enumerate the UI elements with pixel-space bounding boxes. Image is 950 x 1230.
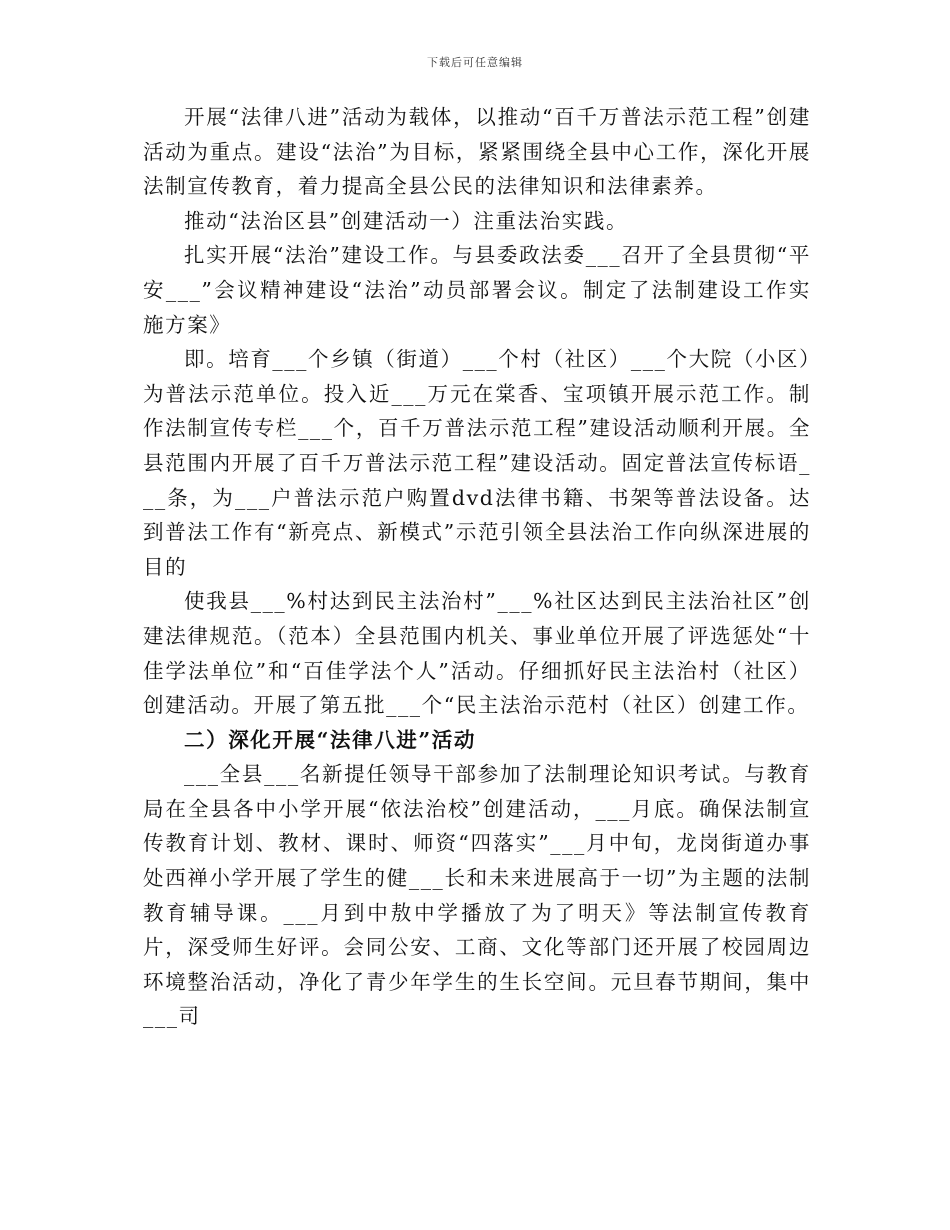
paragraph-school-activities: ___全县___名新提任领导干部参加了法制理论知识考试。与教育局在全县各中小学开展“依法治校”创建活动，___月底。确保法制宣传教育计划、教材、课时、师资“四落实”___月中旬，龙岗街道办事处西禅小学开展了学生的健___长和未来进展高于一切”为主题的法制教育辅导课。___月到中敖中学播放了为了明天》等法制宣传教育片，深受师生好评。会同公安、工商、文化等部门还开展了校园周边环境整治活动，净化了青少年学生的生长空间。元旦春节期间，集中___司 [143,762,811,1029]
paragraph-intro: 开展“法律八进”活动为载体，以推动“百千万普法示范工程”创建活动为重点。建设“法治”为目标，紧紧围绕全县中心工作，深化开展法制宣传教育，着力提高全县公民的法律知识和法律素养。 [143,105,811,199]
page-header: 下载后可任意编辑 [427,56,523,69]
paragraph-section-one-title: 推动“法治区县”创建活动一）注重法治实践。 [184,208,629,233]
document-body [143,100,811,1034]
section-heading-eight-entries: 二）深化开展“法律八进”活动 [184,727,476,752]
paragraph-demonstration-units: 即。培育___个乡镇（街道）___个村（社区）___个大院（小区）为普法示范单位。投入近___万元在棠香、宝项镇开展示范工作。制作法制宣传专栏___个，百千万普法示范工程”建设活动顺利开展。全县范围内开展了百千万普法示范工程”建设活动。固定普法宣传标语___条，为___户普法示范户购置dvd法律书籍、书架等普法设备。达到普法工作有“新亮点、新模式”示范引领全县法治工作向纵深进展的目的 [143,347,811,579]
paragraph-rule-of-law-work: 扎实开展“法治”建设工作。与县委政法委___召开了全县贯彻“平安___”会议精神建设“法治”动员部署会议。制定了法制建设工作实施方案》 [143,243,811,337]
paragraph-democratic-villages: 使我县___%村达到民主法治村”___%社区达到民主法治社区”创建法律规范。（范本）全县范围内机关、事业单位开展了评选惩处“十佳学法单位”和“百佳学法个人”活动。仔细抓好民主法治村（社区）创建活动。开展了第五批___个“民主法治示范村（社区）创建工作。 [143,589,811,718]
